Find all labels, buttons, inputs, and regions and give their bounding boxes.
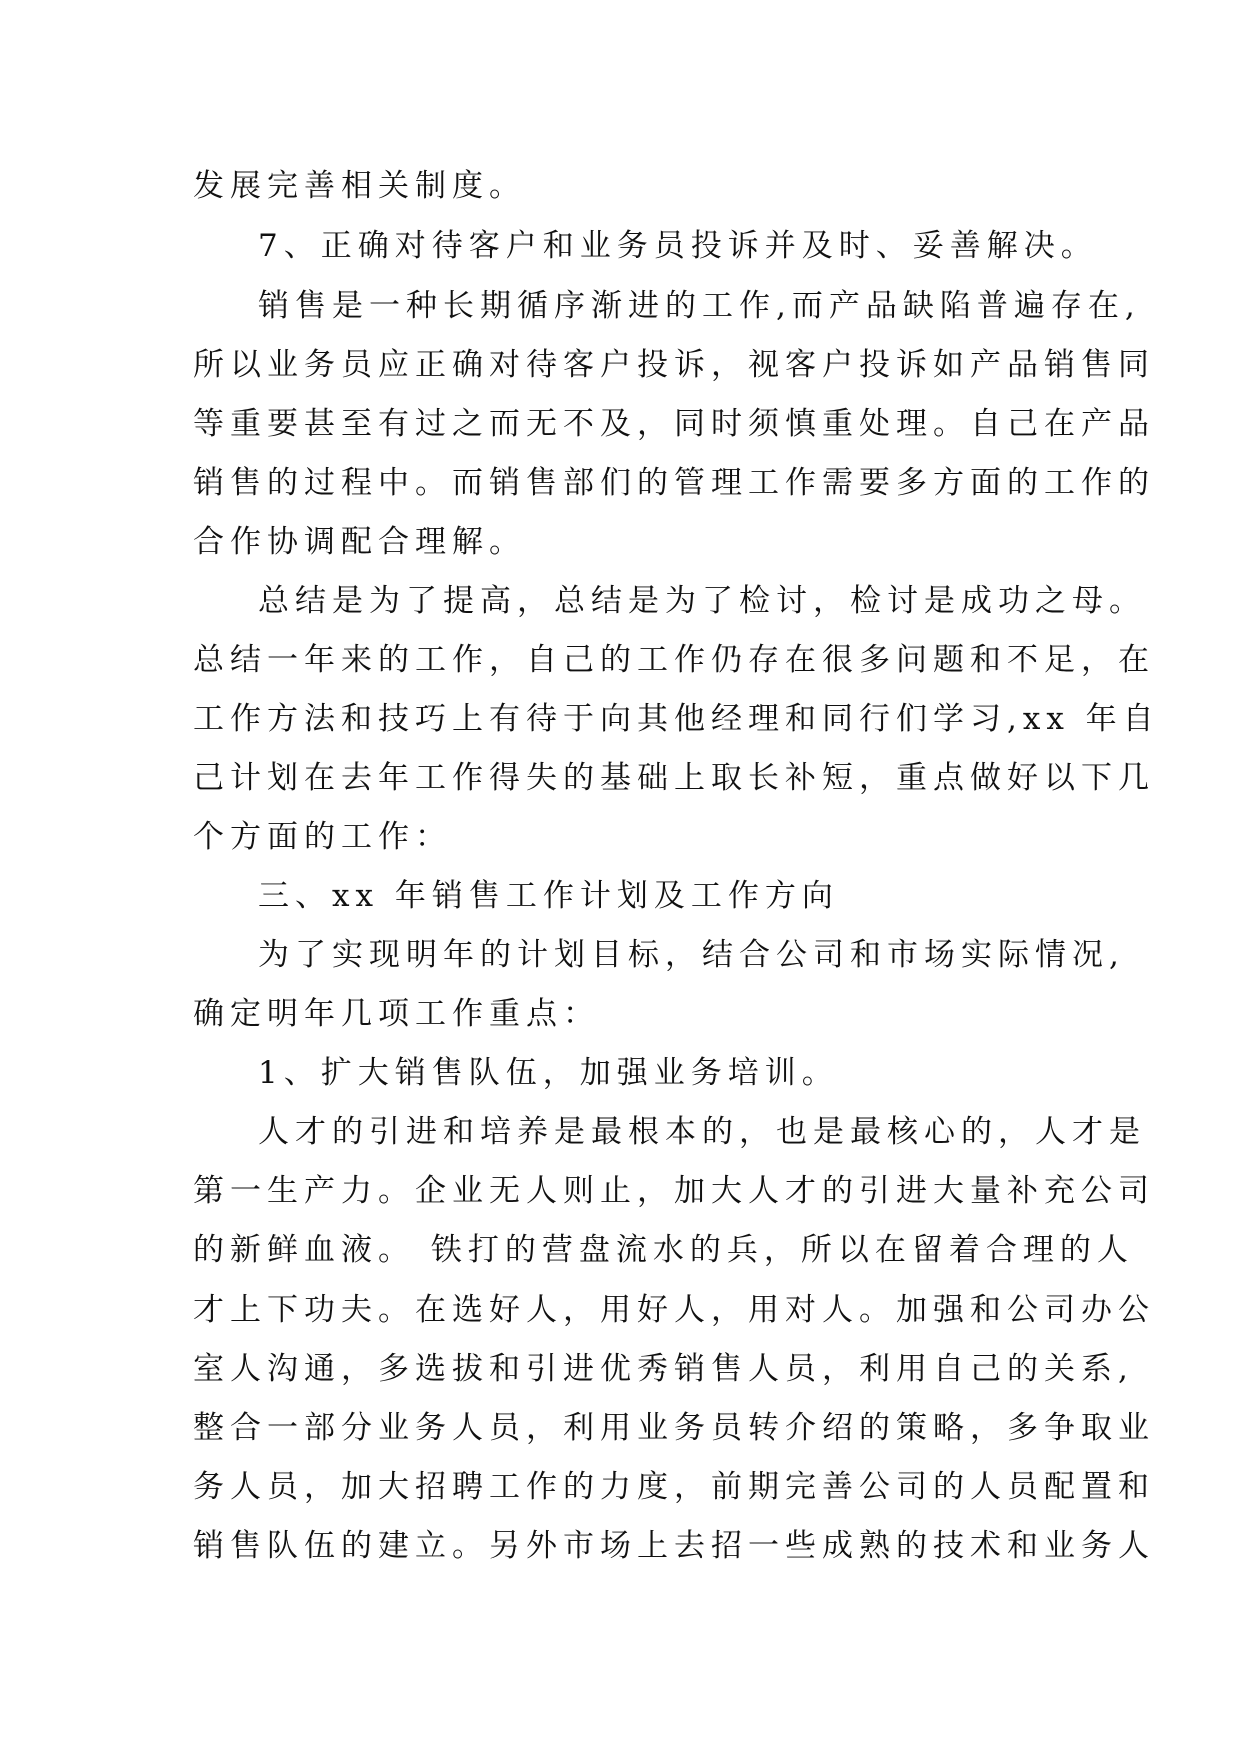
text-line: 务人员，加大招聘工作的力度，前期完善公司的人员配置和 [193,1469,1155,1505]
text-line: 销售是一种长期循序渐进的工作,而产品缺陷普遍存在, [258,288,1141,324]
section-heading: 三、xx 年销售工作计划及工作方向 [258,878,839,914]
text-line: 销售队伍的建立。另外市场上去招一些成熟的技术和业务人 [193,1528,1155,1564]
text-line: 7、正确对待客户和业务员投诉并及时、妥善解决。 [258,228,1098,264]
subsection-heading: 1、扩大销售队伍，加强业务培训。 [258,1055,839,1091]
text-line: 的新鲜血液。 铁打的营盘流水的兵，所以在留着合理的人 [193,1232,1134,1268]
text-line: 第一生产力。企业无人则止，加大人才的引进大量补充公司 [193,1173,1155,1209]
text-line: 确定明年几项工作重点： [193,996,600,1032]
text-line: 总结一年来的工作，自己的工作仍存在很多问题和不足，在 [193,642,1155,678]
text-line: 总结是为了提高，总结是为了检讨，检讨是成功之母。 [258,583,1146,619]
text-line: 室人沟通，多选拔和引进优秀销售人员，利用自己的关系, [193,1351,1134,1387]
text-line: 销售的过程中。而销售部们的管理工作需要多方面的工作的 [193,465,1155,501]
text-line: 己计划在去年工作得失的基础上取长补短，重点做好以下几 [193,760,1155,796]
text-line: 发展完善相关制度。 [193,168,526,204]
text-line: 工作方法和技巧上有待于向其他经理和同行们学习,xx 年自 [193,701,1160,737]
text-line: 个方面的工作： [193,819,452,855]
text-line: 合作协调配合理解。 [193,524,526,560]
text-line: 等重要甚至有过之而无不及，同时须慎重处理。自己在产品 [193,406,1155,442]
text-line: 所以业务员应正确对待客户投诉，视客户投诉如产品销售同 [193,347,1155,383]
text-line: 才上下功夫。在选好人，用好人，用对人。加强和公司办公 [193,1292,1155,1328]
text-line: 整合一部分业务人员，利用业务员转介绍的策略，多争取业 [193,1410,1155,1446]
text-line: 人才的引进和培养是最根本的，也是最核心的，人才是 [258,1114,1146,1150]
text-line: 为了实现明年的计划目标，结合公司和市场实际情况, [258,937,1125,973]
